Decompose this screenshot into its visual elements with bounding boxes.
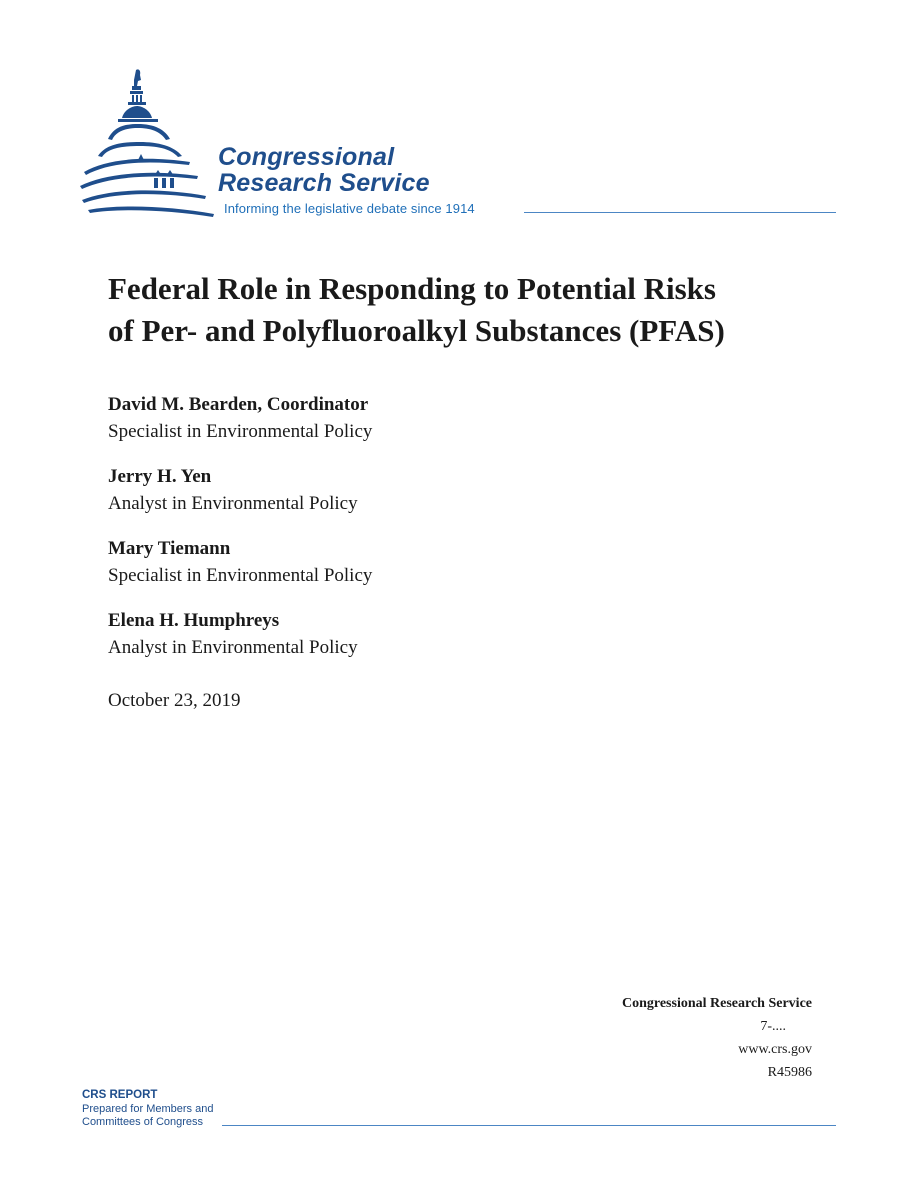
report-title [108, 268, 868, 352]
author-role: Analyst in Environmental Policy [108, 637, 358, 658]
author-role: Analyst in Environmental Policy [108, 493, 358, 514]
author-name: Jerry H. Yen [108, 466, 212, 487]
phone-number: 7-.... [760, 1019, 786, 1034]
crs-report-label: CRS REPORT [82, 1089, 158, 1101]
crs-logo [78, 64, 838, 224]
capitol-dome-icon [78, 64, 228, 224]
crs-report-label-block [82, 1089, 213, 1130]
title-line-2: of Per- and Polyfluoroalkyl Substances (PFAS) [108, 313, 725, 348]
author-name: Mary Tiemann [108, 538, 231, 559]
author-entry [108, 608, 708, 661]
report-number: R45986 [767, 1065, 812, 1080]
author-role: Specialist in Environmental Policy [108, 421, 373, 442]
website-link[interactable]: www.crs.gov [738, 1042, 812, 1057]
tagline-divider [524, 212, 836, 213]
publication-date: October 23, 2019 [108, 690, 241, 711]
author-name: Elena H. Humphreys [108, 610, 280, 631]
author-entry [108, 464, 708, 517]
contact-block [622, 992, 812, 1084]
brand-name [218, 144, 430, 196]
author-list [108, 392, 708, 680]
author-name: David M. Bearden, Coordinator [108, 394, 369, 415]
author-entry [108, 536, 708, 589]
prepared-for-line-1: Prepared for Members and [82, 1102, 214, 1115]
tagline: Informing the legislative debate since 1914 [224, 201, 475, 216]
title-line-1: Federal Role in Responding to Potential Risks [108, 271, 716, 306]
prepared-for-line-2: Committees of Congress [82, 1116, 204, 1128]
org-name: Congressional Research Service [621, 996, 812, 1011]
brand-line-2: Research Service [218, 169, 430, 197]
author-role: Specialist in Environmental Policy [108, 565, 373, 586]
brand-line-1: Congressional [218, 143, 395, 171]
footer-divider [222, 1125, 836, 1126]
author-entry [108, 392, 708, 445]
